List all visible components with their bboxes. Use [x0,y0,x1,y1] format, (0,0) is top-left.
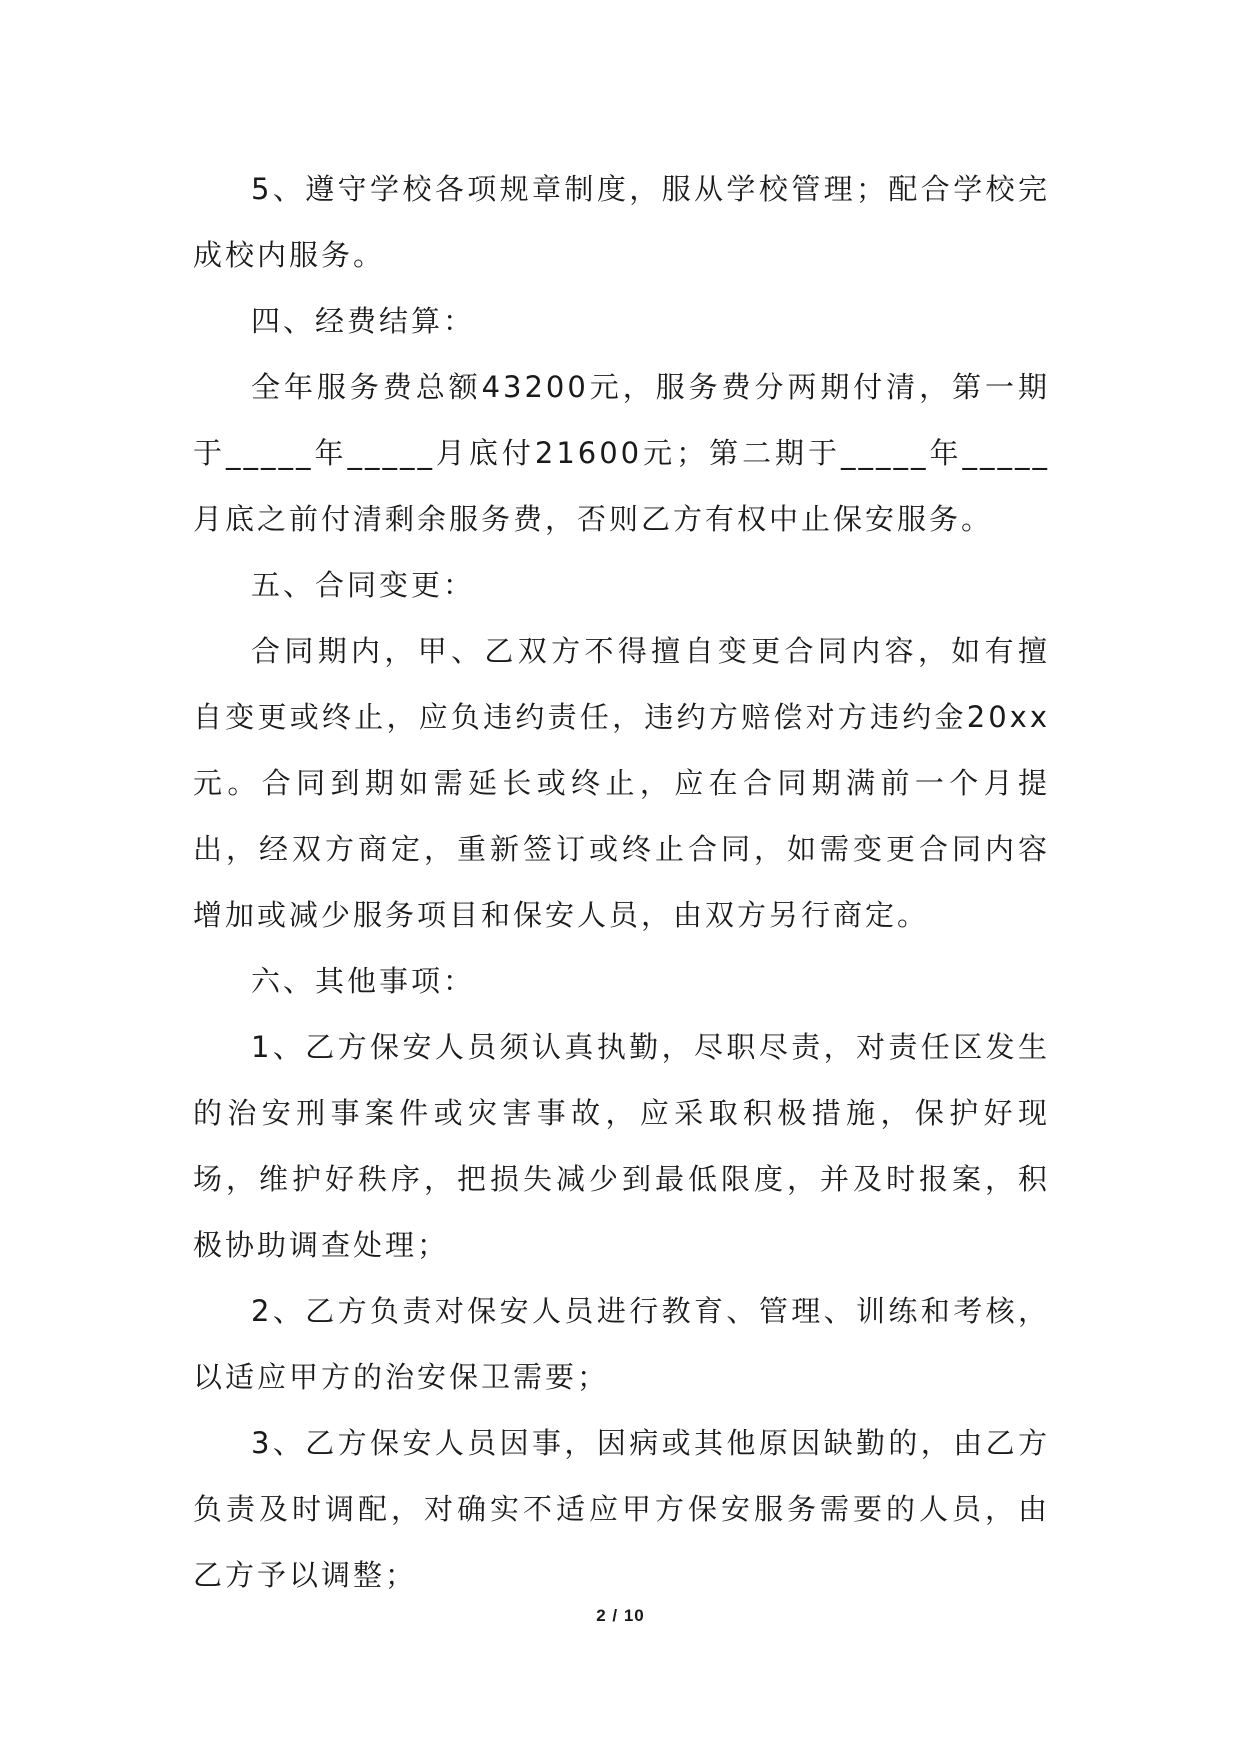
other-matters-clause-3: 3、乙方保安人员因事，因病或其他原因缺勤的，由乙方负责及时调配，对确实不适应甲方保安服务需要的人员，由乙方予以调整； [193,1426,1050,1592]
section-heading-other-matters: 六、其他事项： [251,964,476,998]
other-matters-clause-1: 1、乙方保安人员须认真执勤，尽职尽责，对责任区发生的治安刑事案件或灾害事故，应采取积极措施，保护好现场，维护好秩序，把损失减少到最低限度，并及时报案，积极协助调查处理； [193,1030,1050,1262]
clause-5-compliance: 5、遵守学校各项规章制度，服从学校管理；配合学校完成校内服务。 [193,172,1050,272]
contract-change-text: 合同期内，甲、乙双方不得擅自变更合同内容，如有擅自变更或终止，应负违约责任，违约方赔偿对方违约金20xx元。合同到期如需延长或终止，应在合同期满前一个月提出，经双方商定，重新签订或终止合同，如需变更合同内容增加或减少服务项目和保安人员，由双方另行商定。 [193,634,1050,932]
fee-settlement-text: 全年服务费总额43200元，服务费分两期付清，第一期于_____年_____月底付21600元；第二期于_____年_____月底之前付清剩余服务费，否则乙方有权中止保安服务。 [193,370,1050,536]
other-matters-clause-2: 2、乙方负责对保安人员进行教育、管理、训练和考核，以适应甲方的治安保卫需要； [193,1294,1050,1394]
document-body [193,156,1050,1608]
section-heading-contract-change: 五、合同变更： [251,568,476,602]
page-number: 2 / 10 [596,1606,645,1625]
section-heading-fee-settlement: 四、经费结算： [251,304,476,338]
